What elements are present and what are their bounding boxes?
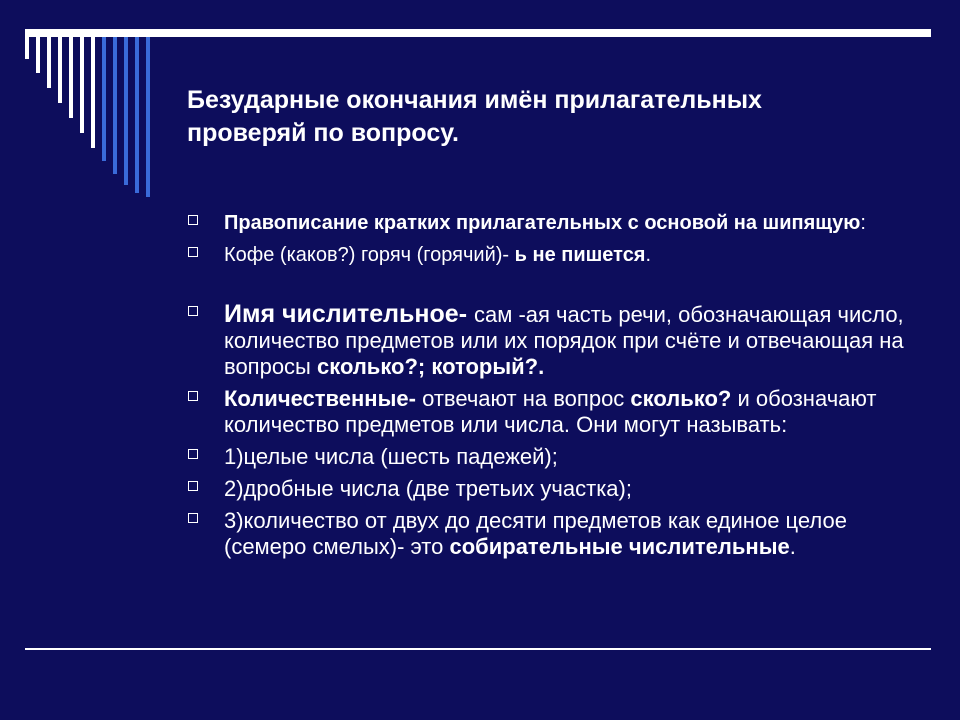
list-item [188, 386, 908, 438]
title-line-1: Безударные окончания имён прилагательных [187, 86, 762, 114]
item-bold-text: ь не пишется [514, 244, 646, 266]
title-line-2: проверяй по вопросу. [187, 119, 459, 147]
item-text: 2)дробные числа (две третьих участка); [224, 476, 632, 501]
item-text: отвечают на вопрос [415, 386, 631, 411]
top-decor-line [25, 29, 931, 37]
vertical-bars-decor [25, 37, 165, 197]
square-bullet-icon [188, 449, 198, 459]
square-bullet-icon [188, 215, 198, 225]
item-bold-text: собирательные числительные [449, 534, 790, 559]
item-text: : [860, 212, 866, 234]
decor-bar [58, 37, 62, 103]
decor-bar [80, 37, 84, 133]
square-bullet-icon [188, 481, 198, 491]
list-item [188, 301, 908, 380]
item-bold-text: сколько? [630, 386, 732, 411]
item-text: . [789, 534, 796, 559]
item-text: 1)целые числа (шесть падежей); [224, 444, 558, 469]
square-bullet-icon [188, 247, 198, 257]
item-text: . [645, 244, 652, 266]
list-item [188, 476, 908, 502]
bullet-list [188, 211, 908, 560]
decor-bar [36, 37, 40, 73]
decor-bar [102, 37, 106, 161]
decor-bar [135, 37, 139, 193]
item-bold-text: Правописание кратких прилагательных с основой на шипящую [224, 212, 861, 234]
list-item [188, 243, 908, 267]
list-item [188, 444, 908, 470]
decor-bar [69, 37, 73, 118]
item-bold-text: сколько?; который?. [316, 354, 545, 379]
decor-bar [124, 37, 128, 185]
item-text: Кофе (каков?) горяч (горячий)- [224, 244, 515, 266]
item-text: и обозначают количество предметов или числа. Они могут называть: [224, 386, 877, 437]
item-bold-text: Количественные- [224, 386, 416, 411]
square-bullet-icon [188, 391, 198, 401]
item-lead-text: Имя числительное- [224, 300, 474, 328]
square-bullet-icon [188, 513, 198, 523]
decor-bar [47, 37, 51, 88]
decor-bar [113, 37, 117, 174]
decor-bar [91, 37, 95, 148]
slide-title [187, 84, 907, 150]
item-text: 3)количество от двух до десяти предметов как единое целое (семеро смелых)- это [224, 508, 847, 559]
decor-bar [25, 37, 29, 59]
decor-bar [146, 37, 150, 197]
list-item [188, 508, 908, 560]
bottom-decor-line [25, 648, 931, 650]
list-item [188, 211, 908, 235]
square-bullet-icon [188, 306, 198, 316]
item-text: сам -ая часть речи, обозначающая число, количество предметов или их порядок при счёте и отвечающая на вопросы [224, 302, 904, 379]
